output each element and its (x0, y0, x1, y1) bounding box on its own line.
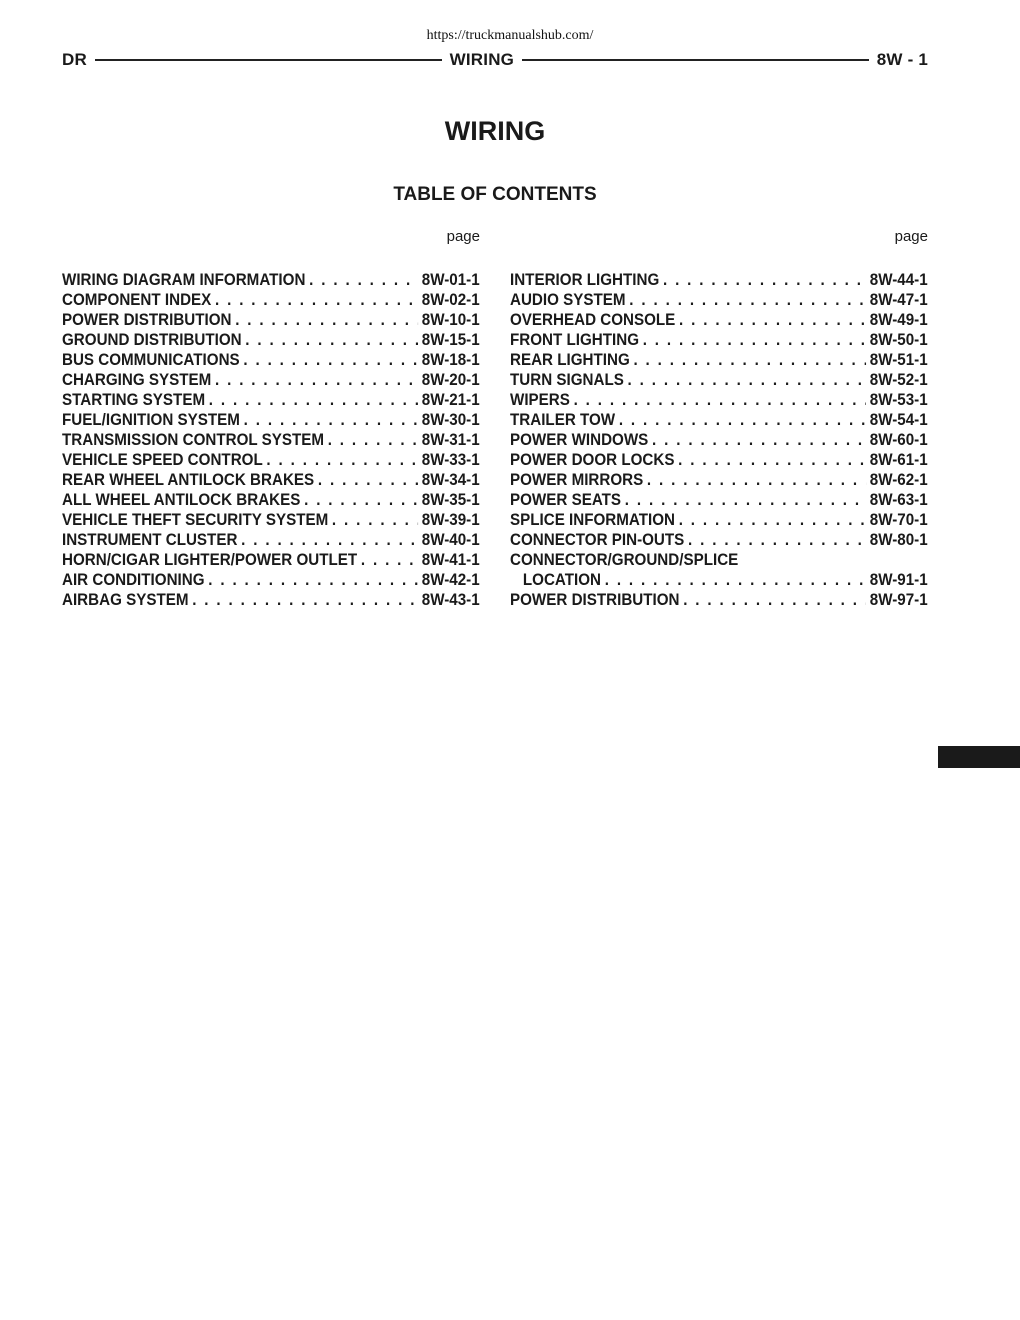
toc-entry[interactable] (510, 470, 928, 490)
toc-entry-page: 8W-50-1 (869, 331, 928, 349)
toc-entry-page: 8W-51-1 (869, 351, 928, 369)
toc-entry-label: STARTING SYSTEM (62, 391, 206, 409)
toc-entry-label: INTERIOR LIGHTING (510, 271, 660, 289)
toc-entry-label: WIRING DIAGRAM INFORMATION (62, 271, 306, 289)
header-rule-left (95, 59, 442, 61)
leader-dots (619, 411, 866, 430)
toc-entry-page: 8W-02-1 (421, 291, 480, 309)
toc-entry[interactable] (62, 410, 480, 430)
header-rule-right (522, 59, 869, 61)
toc-entry-label: INSTRUMENT CLUSTER (62, 531, 238, 549)
page-column-label: page (446, 228, 480, 245)
toc-entry[interactable] (62, 310, 480, 330)
toc-entry-page: 8W-40-1 (421, 531, 480, 549)
toc-entry-label: GROUND DISTRIBUTION (62, 331, 242, 349)
toc-entry[interactable] (62, 430, 480, 450)
toc-column-left (62, 228, 480, 610)
leader-dots (332, 511, 418, 530)
toc-entry[interactable] (510, 530, 928, 550)
leader-dots (643, 331, 866, 350)
toc-entry-label: VEHICLE THEFT SECURITY SYSTEM (62, 511, 329, 529)
toc-entry-label: POWER DISTRIBUTION (510, 591, 680, 609)
toc-entry-page: 8W-01-1 (421, 271, 480, 289)
toc-entry-label: POWER DISTRIBUTION (62, 311, 232, 329)
leader-dots (628, 371, 867, 390)
leader-dots (683, 591, 866, 610)
leader-dots (266, 451, 418, 470)
toc-entry-label: CONNECTOR PIN-OUTS (510, 531, 685, 549)
toc-entry-page: 8W-52-1 (869, 371, 928, 389)
toc-entry[interactable] (510, 290, 928, 310)
toc-entry-page: 8W-44-1 (869, 271, 928, 289)
leader-dots (318, 471, 418, 490)
leader-dots (328, 431, 418, 450)
toc-entry-page: 8W-18-1 (421, 351, 480, 369)
toc-entry-page: 8W-20-1 (421, 371, 480, 389)
toc-entry-page: 8W-47-1 (869, 291, 928, 309)
toc-entry[interactable] (62, 550, 480, 570)
toc-entry[interactable] (510, 330, 928, 350)
toc-entry[interactable] (62, 290, 480, 310)
leader-dots (245, 331, 418, 350)
toc-entry-page: 8W-33-1 (421, 451, 480, 469)
toc-entry-page: 8W-49-1 (869, 311, 928, 329)
page-column-label: page (894, 228, 928, 245)
toc-entry-page: 8W-30-1 (421, 411, 480, 429)
toc-entry-page: 8W-34-1 (421, 471, 480, 489)
toc-entry-label: SPLICE INFORMATION (510, 511, 676, 529)
toc-entry[interactable] (62, 390, 480, 410)
leader-dots (209, 391, 418, 410)
toc-entry[interactable] (510, 550, 928, 590)
leader-dots (215, 291, 418, 310)
toc-entry-page: 8W-41-1 (421, 551, 480, 569)
toc-entry[interactable] (62, 370, 480, 390)
leader-dots (663, 271, 866, 290)
toc-entry[interactable] (510, 450, 928, 470)
toc-entry-label: REAR LIGHTING (510, 351, 630, 369)
toc-entry-label: FUEL/IGNITION SYSTEM (62, 411, 240, 429)
leader-dots (309, 271, 418, 290)
toc-column-right (510, 228, 928, 610)
leader-dots (688, 531, 866, 550)
toc-entry[interactable] (62, 270, 480, 290)
toc-entry[interactable] (62, 330, 480, 350)
leader-dots (235, 311, 418, 330)
toc-entry-label: FRONT LIGHTING (510, 331, 640, 349)
toc-entry[interactable] (62, 590, 480, 610)
toc-entry-label: AIRBAG SYSTEM (62, 591, 189, 609)
leader-dots (678, 451, 866, 470)
toc-entry-label: CONNECTOR/GROUND/SPLICE (510, 551, 739, 569)
leader-dots (215, 371, 418, 390)
leader-dots (574, 391, 867, 410)
source-url: https://truckmanualshub.com/ (426, 28, 594, 43)
toc-entry-label: TRAILER TOW (510, 411, 616, 429)
toc-entry-label: BUS COMMUNICATIONS (62, 351, 240, 369)
leader-dots (304, 491, 418, 510)
toc-entry-label: POWER WINDOWS (510, 431, 649, 449)
toc-entry-label: COMPONENT INDEX (62, 291, 212, 309)
toc-entry-page: 8W-53-1 (869, 391, 928, 409)
toc-entry-page: 8W-62-1 (869, 471, 928, 489)
toc-entry[interactable] (62, 470, 480, 490)
section-thumb-tab (938, 746, 1020, 768)
toc-entry-label: ALL WHEEL ANTILOCK BRAKES (62, 491, 301, 509)
toc-entry-page: 8W-70-1 (869, 511, 928, 529)
toc-entry[interactable] (510, 310, 928, 330)
toc-entry-page: 8W-15-1 (421, 331, 480, 349)
leader-dots (241, 531, 418, 550)
toc-entry-label: AUDIO SYSTEM (510, 291, 626, 309)
toc-entry-label: POWER MIRRORS (510, 471, 644, 489)
leader-dots (647, 471, 866, 490)
toc-entry[interactable] (62, 570, 480, 590)
toc-entry-label: TURN SIGNALS (510, 371, 624, 389)
toc-entry-label: POWER SEATS (510, 491, 622, 509)
toc-entry-page: 8W-10-1 (421, 311, 480, 329)
toc-entry-label: POWER DOOR LOCKS (510, 451, 675, 469)
toc-entry[interactable] (62, 490, 480, 510)
toc-entry-page: 8W-61-1 (869, 451, 928, 469)
leader-dots (243, 351, 418, 370)
toc-entry-label: REAR WHEEL ANTILOCK BRAKES (62, 471, 315, 489)
toc-entry-label: OVERHEAD CONSOLE (510, 311, 676, 329)
toc-entry-label: TRANSMISSION CONTROL SYSTEM (62, 431, 325, 449)
page-title: WIRING (444, 116, 546, 146)
leader-dots (629, 291, 866, 310)
leader-dots (633, 351, 866, 370)
leader-dots (605, 571, 866, 590)
toc-entry-label: WIPERS (510, 391, 570, 409)
leader-dots (192, 591, 418, 610)
toc-entry[interactable] (510, 430, 928, 450)
toc-entry-page: 8W-91-1 (869, 571, 928, 589)
toc-entry[interactable] (510, 490, 928, 510)
toc-entry-label: HORN/CIGAR LIGHTER/POWER OUTLET (62, 551, 358, 569)
toc-entry[interactable] (510, 390, 928, 410)
toc-entry-page: 8W-21-1 (421, 391, 480, 409)
header-page-number: 8W - 1 (876, 50, 929, 69)
toc-entry[interactable] (510, 510, 928, 530)
toc-entry[interactable] (510, 370, 928, 390)
leader-dots (679, 311, 866, 330)
toc-entry-label: LOCATION (522, 571, 602, 589)
leader-dots (208, 571, 418, 590)
leader-dots (652, 431, 866, 450)
toc-entry-page: 8W-31-1 (421, 431, 480, 449)
toc-entry[interactable] (510, 410, 928, 430)
header-chapter-title: WIRING (449, 50, 515, 69)
header-section-code: DR (62, 50, 87, 69)
toc-entry-label: CHARGING SYSTEM (62, 371, 212, 389)
toc-heading: TABLE OF CONTENTS (393, 184, 597, 205)
toc-entry[interactable] (62, 450, 480, 470)
toc-entry-page: 8W-54-1 (869, 411, 928, 429)
running-header (62, 49, 928, 71)
toc-entry[interactable] (510, 270, 928, 290)
toc-entry-page: 8W-97-1 (869, 591, 928, 609)
leader-dots (679, 511, 866, 530)
toc-entry[interactable] (62, 350, 480, 370)
toc-entry[interactable] (510, 350, 928, 370)
leader-dots (625, 491, 866, 510)
toc-entry-page: 8W-80-1 (869, 531, 928, 549)
toc-entry[interactable] (510, 590, 928, 610)
toc-entry[interactable] (62, 530, 480, 550)
leader-dots (361, 551, 418, 570)
toc-entry-page: 8W-42-1 (421, 571, 480, 589)
toc-entry-page: 8W-35-1 (421, 491, 480, 509)
toc-entry-page: 8W-60-1 (869, 431, 928, 449)
toc-entry-page: 8W-43-1 (421, 591, 480, 609)
toc-entry-page: 8W-63-1 (869, 491, 928, 509)
toc-entry-label: AIR CONDITIONING (62, 571, 205, 589)
leader-dots (244, 411, 418, 430)
toc-entry-page: 8W-39-1 (421, 511, 480, 529)
toc-entry[interactable] (62, 510, 480, 530)
toc-entry-label: VEHICLE SPEED CONTROL (62, 451, 263, 469)
